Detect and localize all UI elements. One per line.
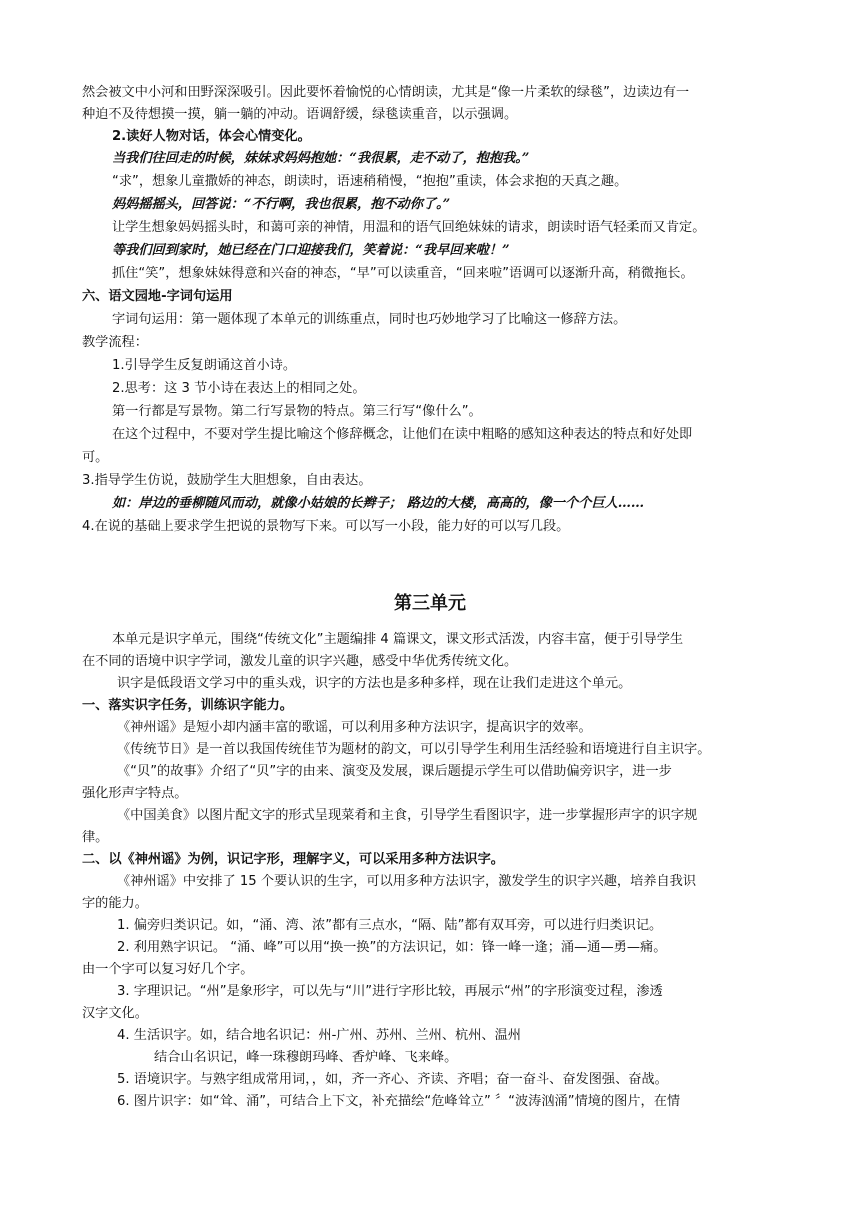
section-heading: 二、以《神州谣》为例，识记字形，理解字义，可以采用多种方法识字。 (82, 852, 504, 867)
quote-line: 妈妈摇摇头，回答说：“不行啊，我也很累，抱不动你了。” (112, 197, 451, 212)
quote-line: 当我们往回走的时候，妹妹求妈妈抱她：“我很累，走不动了，抱抱我。” (112, 151, 530, 166)
paragraph-line: 《神州谣》是短小却内涵丰富的歌谣，可以利用多种方法识字，提高识字的效率。 (117, 720, 592, 735)
paragraph-line: 《中国美食》以图片配文字的形式呈现菜肴和主食，引导学生看图识字，进一步掌握形声字的识字规 (117, 808, 698, 823)
paragraph-line: 让学生想象妈妈摇头时，和蔼可亲的神情，用温和的语气回绝妹妹的请求，朗读时语气轻柔而又肯定。 (112, 220, 706, 235)
list-item: 3. 字理识记。“州”是象形字，可以先与“川”进行字形比较，再展示“州”的字形演变过程，渗透 (117, 984, 663, 999)
paragraph-line: 结合山名识记，峰一珠穆朗玛峰、香炉峰、飞来峰。 (154, 1050, 458, 1065)
paragraph-line: 可。 (82, 450, 109, 465)
paragraph-line: 《神州谣》中安排了 15 个要认识的生字，可以用多种方法识字，激发学生的识字兴趣，培养自我识 (117, 874, 697, 889)
paragraph-line: 在这个过程中，不要对学生提比喻这个修辞概念，让他们在读中粗略的感知这种表达的特点和好处即 (112, 427, 693, 442)
section-heading: 六、语文园地-字词句运用 (82, 289, 233, 304)
list-item: 2. 利用熟字识记。 “涌、峰”可以用“换一换”的方法识记，如：锋一峰一逢；涌—通—勇—痛。 (117, 940, 667, 955)
paragraph-line: 汉字文化。 (82, 1006, 148, 1021)
list-item: 2.思考：这 3 节小诗在表达上的相同之处。 (112, 381, 366, 396)
list-item: 4.在说的基础上要求学生把说的景物写下来。可以写一小段，能力好的可以写几段。 (82, 519, 570, 534)
paragraph-line: 然会被文中小河和田野深深吸引。因此要怀着愉悦的心情朗读，尤其是“像一片柔软的绿毯”，边读边有一 (82, 85, 690, 100)
paragraph-line: 抓住“笑”，想象妹妹得意和兴奋的神态，“早”可以读重音，“回来啦”语调可以逐渐升高，稍微拖长。 (112, 266, 694, 281)
paragraph-line: 字的能力。 (82, 896, 148, 911)
paragraph-line: 教学流程： (82, 335, 148, 350)
paragraph-line: 本单元是识字单元，围绕“传统文化”主题编排 4 篇课文，课文形式活泼，内容丰富，便于引导学生 (112, 632, 684, 647)
paragraph-line: 种迫不及待想摸一摸，躺一躺的冲动。语调舒缓，绿毯读重音，以示强调。 (82, 107, 518, 122)
unit-title: 第三单元 (394, 593, 466, 614)
paragraph-line: “求”，想象儿童撒娇的神态，朗读时，语速稍稍慢，“抱抱”重读，体会求抱的天真之趣。 (112, 174, 628, 189)
paragraph-line: 《“贝”的故事》介绍了“贝”字的由来、演变及发展，课后题提示学生可以借助偏旁识字，进一步 (117, 764, 672, 779)
paragraph-line: 识字是低段语文学习中的重头戏，识字的方法也是多种多样，现在让我们走进这个单元。 (117, 676, 632, 691)
example-line: 如：岸边的垂柳随风而动，就像小姑娘的长辫子； 路边的大楼，高高的，像一个个巨人…… (112, 496, 645, 511)
paragraph-line: 《传统节日》是一首以我国传统佳节为题材的韵文，可以引导学生利用生活经验和语境进行自主识字。 (117, 742, 711, 757)
list-item: 5. 语境识字。与熟字组成常用词，，如，齐一齐心、齐读、齐唱；奋一奋斗、奋发图强、奋战。 (117, 1072, 668, 1087)
paragraph-line: 第一行都是写景物。第二行写景物的特点。第三行写“像什么”。 (112, 404, 482, 419)
paragraph-line: 字词句运用：第一题体现了本单元的训练重点，同时也巧妙地学习了比喻这一修辞方法。 (112, 312, 627, 327)
list-item: 3.指导学生仿说，鼓励学生大胆想象，自由表达。 (82, 473, 372, 488)
list-item: 1.引导学生反复朗诵这首小诗。 (112, 358, 297, 373)
quote-line: 等我们回到家时，她已经在门口迎接我们，笑着说：“我早回来啦！” (112, 243, 510, 258)
paragraph-line: 强化形声字特点。 (82, 786, 188, 801)
section-heading: 2.读好人物对话，体会心情变化。 (112, 129, 311, 144)
list-item: 4. 生活识字。如，结合地名识记：州-广州、苏州、兰州、杭州、温州 (117, 1028, 521, 1043)
list-item: 1. 偏旁归类识记。如，“涌、湾、浓”都有三点水，“隔、陆”都有双耳旁，可以进行归类识记。 (117, 918, 663, 933)
paragraph-line: 由一个字可以复习好几个字。 (82, 962, 254, 977)
paragraph-line: 在不同的语境中识字学词，激发儿童的识字兴趣，感受中华优秀传统文化。 (82, 654, 518, 669)
paragraph-line: 律。 (82, 830, 109, 845)
section-heading: 一、落实识字任务，训练识字能力。 (82, 698, 293, 713)
list-item: 6. 图片识字：如“耸、涌”，可结合上下文，补充描绘“危峰耸立” 〞“波涛汹涌”情境的图片，在情 (117, 1094, 681, 1109)
